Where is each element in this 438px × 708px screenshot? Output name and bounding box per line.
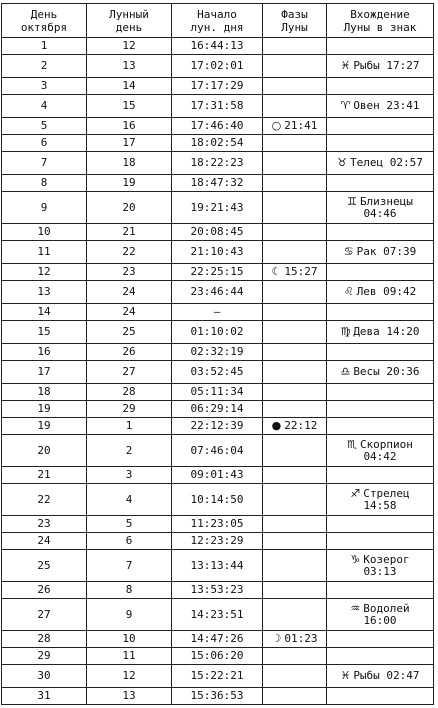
- sign-text: Рак 07:39: [356, 245, 417, 258]
- cell-start-time: 14:23:51: [172, 599, 263, 631]
- sign-text: 04:42: [363, 449, 397, 463]
- cell-lunar-day: 27: [87, 361, 172, 384]
- cell-lunar-day: 1: [87, 418, 172, 435]
- table-row: [2, 599, 434, 631]
- moon-phase-icon: ☾: [271, 265, 282, 278]
- cell-start-time: 18:02:54: [172, 135, 263, 152]
- cell-start-time: 17:02:01: [172, 55, 263, 78]
- sign-line: [329, 566, 431, 578]
- cell-start-time: 23:46:44: [172, 281, 263, 304]
- sign-line: [329, 60, 431, 72]
- table-row: [2, 118, 434, 135]
- cell-sign: [327, 78, 434, 95]
- cell-sign: [327, 224, 434, 241]
- cell-lunar-day: 3: [87, 467, 172, 484]
- cell-sign: [327, 665, 434, 688]
- cell-sign: [327, 599, 434, 631]
- moon-phase-time: 01:23: [284, 632, 318, 645]
- cell-day: 6: [2, 135, 87, 152]
- cell-sign: [327, 264, 434, 281]
- moon-phase-time: 21:41: [284, 119, 318, 132]
- cell-sign: [327, 435, 434, 467]
- cell-sign: [327, 550, 434, 582]
- cell-day: 13: [2, 281, 87, 304]
- table-row: [2, 224, 434, 241]
- cell-start-time: 10:14:50: [172, 484, 263, 516]
- cell-day: 14: [2, 304, 87, 321]
- cell-start-time: 15:06:20: [172, 648, 263, 665]
- cell-day: 24: [2, 533, 87, 550]
- cell-start-time: 07:46:04: [172, 435, 263, 467]
- cell-phase: [263, 55, 327, 78]
- cell-phase: [263, 467, 327, 484]
- cell-start-time: 03:52:45: [172, 361, 263, 384]
- cell-sign: [327, 321, 434, 344]
- header-sign-line-1: Вхождение: [350, 7, 410, 21]
- cell-day: 4: [2, 95, 87, 118]
- moon-phase-icon: ○: [271, 119, 282, 132]
- cell-phase: [263, 418, 327, 435]
- cell-lunar-day: 13: [87, 55, 172, 78]
- cell-phase: [263, 484, 327, 516]
- cell-lunar-day: 20: [87, 192, 172, 224]
- header-sign-line-2: Луны в знак: [343, 20, 417, 34]
- cell-phase: [263, 264, 327, 281]
- table-row: [2, 55, 434, 78]
- cell-lunar-day: 17: [87, 135, 172, 152]
- header-lunar-day-line-2: день: [115, 20, 143, 34]
- cell-day: 29: [2, 648, 87, 665]
- zodiac-sign-icon: ♉: [337, 156, 347, 169]
- table-row: [2, 241, 434, 264]
- sign-line: [329, 500, 431, 512]
- zodiac-sign-icon: ♑: [350, 552, 361, 566]
- sign-text: Водолей: [363, 601, 410, 615]
- zodiac-sign-icon: ♎: [340, 365, 351, 378]
- cell-day: 28: [2, 631, 87, 648]
- sign-text: 03:13: [363, 564, 397, 578]
- cell-phase: [263, 281, 327, 304]
- zodiac-sign-icon: ♌: [343, 285, 354, 298]
- cell-lunar-day: 8: [87, 582, 172, 599]
- cell-day: 27: [2, 599, 87, 631]
- cell-start-time: 19:21:43: [172, 192, 263, 224]
- cell-lunar-day: 25: [87, 321, 172, 344]
- cell-start-time: 21:10:43: [172, 241, 263, 264]
- table-row: [2, 582, 434, 599]
- cell-lunar-day: 2: [87, 435, 172, 467]
- table-header-row: [2, 4, 434, 38]
- sign-line: [329, 451, 431, 463]
- cell-phase: [263, 550, 327, 582]
- cell-sign: [327, 135, 434, 152]
- cell-start-time: 18:22:23: [172, 152, 263, 175]
- sign-line: [329, 100, 431, 112]
- zodiac-sign-icon: ♓: [340, 59, 351, 72]
- cell-start-time: 15:36:53: [172, 688, 263, 705]
- table-row: [2, 384, 434, 401]
- header-phase-line-2: Луны: [281, 20, 308, 34]
- sign-text: Скорпион: [359, 437, 413, 451]
- cell-start-time: 20:08:45: [172, 224, 263, 241]
- cell-day: 9: [2, 192, 87, 224]
- cell-day: 18: [2, 384, 87, 401]
- table-row: [2, 361, 434, 384]
- cell-start-time: 15:22:21: [172, 665, 263, 688]
- header-start-line-2: лун. дня: [190, 20, 244, 34]
- cell-phase: [263, 688, 327, 705]
- cell-phase: [263, 304, 327, 321]
- cell-lunar-day: 11: [87, 648, 172, 665]
- cell-phase: [263, 152, 327, 175]
- cell-lunar-day: 4: [87, 484, 172, 516]
- cell-day: 7: [2, 152, 87, 175]
- cell-sign: [327, 533, 434, 550]
- cell-sign: [327, 648, 434, 665]
- cell-day: 12: [2, 264, 87, 281]
- cell-start-time: 17:46:40: [172, 118, 263, 135]
- zodiac-sign-icon: ♈: [340, 99, 351, 112]
- table-row: [2, 484, 434, 516]
- table-row: [2, 550, 434, 582]
- cell-phase: [263, 665, 327, 688]
- cell-phase: [263, 192, 327, 224]
- cell-phase: [263, 384, 327, 401]
- cell-day: 15: [2, 321, 87, 344]
- cell-lunar-day: 7: [87, 550, 172, 582]
- cell-phase: [263, 78, 327, 95]
- cell-lunar-day: 15: [87, 95, 172, 118]
- cell-day: 20: [2, 435, 87, 467]
- cell-sign: [327, 484, 434, 516]
- cell-phase: [263, 38, 327, 55]
- cell-phase: [263, 401, 327, 418]
- cell-lunar-day: 6: [87, 533, 172, 550]
- moon-phase-icon: ●: [271, 419, 282, 432]
- cell-sign: [327, 467, 434, 484]
- cell-lunar-day: 24: [87, 304, 172, 321]
- cell-start-time: 06:29:14: [172, 401, 263, 418]
- cell-sign: [327, 118, 434, 135]
- sign-text: 04:46: [363, 206, 397, 220]
- cell-start-time: 01:10:02: [172, 321, 263, 344]
- cell-start-time: 13:13:44: [172, 550, 263, 582]
- cell-start-time: –: [172, 304, 263, 321]
- sign-text: Телец 02:57: [350, 156, 423, 169]
- header-start: [172, 4, 263, 38]
- cell-start-time: 02:32:19: [172, 344, 263, 361]
- table-row: [2, 152, 434, 175]
- sign-line: [329, 286, 431, 298]
- cell-sign: [327, 241, 434, 264]
- cell-start-time: 17:31:58: [172, 95, 263, 118]
- sign-text: 16:00: [363, 613, 397, 627]
- table-row: [2, 435, 434, 467]
- cell-phase: [263, 516, 327, 533]
- cell-day: 2: [2, 55, 87, 78]
- cell-start-time: 09:01:43: [172, 467, 263, 484]
- cell-sign: [327, 401, 434, 418]
- table-row: [2, 304, 434, 321]
- zodiac-sign-icon: ♏: [347, 437, 357, 451]
- cell-phase: [263, 224, 327, 241]
- cell-lunar-day: 28: [87, 384, 172, 401]
- header-sign: [327, 4, 434, 38]
- cell-day: 21: [2, 467, 87, 484]
- header-day: [2, 4, 87, 38]
- cell-day: 31: [2, 688, 87, 705]
- table-row: [2, 78, 434, 95]
- cell-lunar-day: 13: [87, 688, 172, 705]
- cell-sign: [327, 175, 434, 192]
- cell-lunar-day: 12: [87, 665, 172, 688]
- sign-text: Овен 23:41: [353, 99, 420, 112]
- table-row: [2, 467, 434, 484]
- sign-text: 14:58: [363, 498, 397, 512]
- cell-sign: [327, 688, 434, 705]
- header-day-line-2: октября: [20, 20, 68, 34]
- cell-start-time: 14:47:26: [172, 631, 263, 648]
- header-day-line-1: День: [30, 7, 58, 21]
- cell-lunar-day: 22: [87, 241, 172, 264]
- cell-lunar-day: 21: [87, 224, 172, 241]
- cell-lunar-day: 5: [87, 516, 172, 533]
- cell-phase: [263, 599, 327, 631]
- table-row: [2, 264, 434, 281]
- cell-phase: [263, 361, 327, 384]
- cell-phase: [263, 118, 327, 135]
- cell-lunar-day: 26: [87, 344, 172, 361]
- sign-text: Рыбы 02:47: [353, 669, 420, 682]
- table-row: [2, 192, 434, 224]
- table-row: [2, 401, 434, 418]
- cell-sign: [327, 631, 434, 648]
- table-row: [2, 321, 434, 344]
- table-row: [2, 281, 434, 304]
- table-row: [2, 175, 434, 192]
- header-lunar-day-line-1: Лунный: [109, 7, 149, 21]
- cell-lunar-day: 10: [87, 631, 172, 648]
- cell-sign: [327, 361, 434, 384]
- cell-sign: [327, 516, 434, 533]
- cell-day: 23: [2, 516, 87, 533]
- cell-start-time: 18:47:32: [172, 175, 263, 192]
- sign-line: [329, 157, 431, 169]
- sign-line: [329, 615, 431, 627]
- cell-day: 16: [2, 344, 87, 361]
- zodiac-sign-icon: ♐: [350, 486, 361, 500]
- cell-lunar-day: 18: [87, 152, 172, 175]
- cell-day: 19: [2, 401, 87, 418]
- cell-phase: [263, 321, 327, 344]
- cell-lunar-day: 24: [87, 281, 172, 304]
- cell-sign: [327, 582, 434, 599]
- cell-lunar-day: 12: [87, 38, 172, 55]
- zodiac-sign-icon: ♓: [340, 669, 351, 682]
- cell-lunar-day: 23: [87, 264, 172, 281]
- cell-day: 19: [2, 418, 87, 435]
- lunar-calendar-table: [1, 3, 434, 705]
- cell-start-time: 12:23:29: [172, 533, 263, 550]
- cell-sign: [327, 344, 434, 361]
- header-phase: [263, 4, 327, 38]
- cell-day: 25: [2, 550, 87, 582]
- table-body: [2, 38, 434, 705]
- cell-start-time: 17:17:29: [172, 78, 263, 95]
- cell-lunar-day: 9: [87, 599, 172, 631]
- header-start-line-1: Начало: [197, 7, 237, 21]
- cell-day: 11: [2, 241, 87, 264]
- cell-start-time: 11:23:05: [172, 516, 263, 533]
- cell-phase: [263, 95, 327, 118]
- cell-phase: [263, 241, 327, 264]
- sign-line: [329, 326, 431, 338]
- sign-text: Лев 09:42: [356, 285, 417, 298]
- cell-sign: [327, 281, 434, 304]
- cell-sign: [327, 304, 434, 321]
- table-row: [2, 665, 434, 688]
- sign-text: Стрелец: [363, 486, 410, 500]
- table-row: [2, 648, 434, 665]
- cell-lunar-day: 16: [87, 118, 172, 135]
- sign-text: Близнецы: [359, 194, 413, 208]
- cell-sign: [327, 152, 434, 175]
- cell-start-time: 13:53:23: [172, 582, 263, 599]
- cell-phase: [263, 435, 327, 467]
- table-row: [2, 135, 434, 152]
- cell-phase: [263, 175, 327, 192]
- zodiac-sign-icon: ♍: [340, 325, 351, 338]
- sign-text: Рыбы 17:27: [353, 59, 420, 72]
- table-row: [2, 344, 434, 361]
- cell-day: 26: [2, 582, 87, 599]
- cell-sign: [327, 418, 434, 435]
- cell-lunar-day: 29: [87, 401, 172, 418]
- table-row: [2, 418, 434, 435]
- zodiac-sign-icon: ♊: [347, 194, 357, 208]
- sign-text: Козерог: [363, 552, 410, 566]
- cell-sign: [327, 192, 434, 224]
- cell-sign: [327, 38, 434, 55]
- zodiac-sign-icon: ♒: [350, 601, 361, 615]
- sign-line: [329, 366, 431, 378]
- table-row: [2, 38, 434, 55]
- sign-line: [329, 670, 431, 682]
- cell-phase: [263, 631, 327, 648]
- cell-start-time: 22:12:39: [172, 418, 263, 435]
- cell-lunar-day: 14: [87, 78, 172, 95]
- table-row: [2, 688, 434, 705]
- cell-day: 8: [2, 175, 87, 192]
- sign-text: Дева 14:20: [353, 325, 420, 338]
- table-row: [2, 631, 434, 648]
- cell-phase: [263, 582, 327, 599]
- cell-phase: [263, 135, 327, 152]
- cell-phase: [263, 533, 327, 550]
- moon-phase-icon: ☽: [271, 632, 282, 645]
- cell-phase: [263, 344, 327, 361]
- header-lunar-day: [87, 4, 172, 38]
- cell-day: 1: [2, 38, 87, 55]
- moon-phase-time: 15:27: [284, 265, 318, 278]
- table-row: [2, 516, 434, 533]
- cell-lunar-day: 19: [87, 175, 172, 192]
- cell-day: 17: [2, 361, 87, 384]
- cell-day: 5: [2, 118, 87, 135]
- sign-line: [329, 246, 431, 258]
- cell-phase: [263, 648, 327, 665]
- table-row: [2, 95, 434, 118]
- moon-phase-time: 22:12: [284, 419, 318, 432]
- table-row: [2, 533, 434, 550]
- cell-start-time: 05:11:34: [172, 384, 263, 401]
- cell-day: 10: [2, 224, 87, 241]
- cell-day: 30: [2, 665, 87, 688]
- cell-sign: [327, 95, 434, 118]
- cell-day: 3: [2, 78, 87, 95]
- cell-day: 22: [2, 484, 87, 516]
- sign-line: [329, 208, 431, 220]
- cell-start-time: 16:44:13: [172, 38, 263, 55]
- zodiac-sign-icon: ♋: [343, 245, 354, 258]
- header-phase-line-1: Фазы: [281, 7, 308, 21]
- cell-sign: [327, 55, 434, 78]
- cell-start-time: 22:25:15: [172, 264, 263, 281]
- sign-text: Весы 20:36: [353, 365, 420, 378]
- cell-sign: [327, 384, 434, 401]
